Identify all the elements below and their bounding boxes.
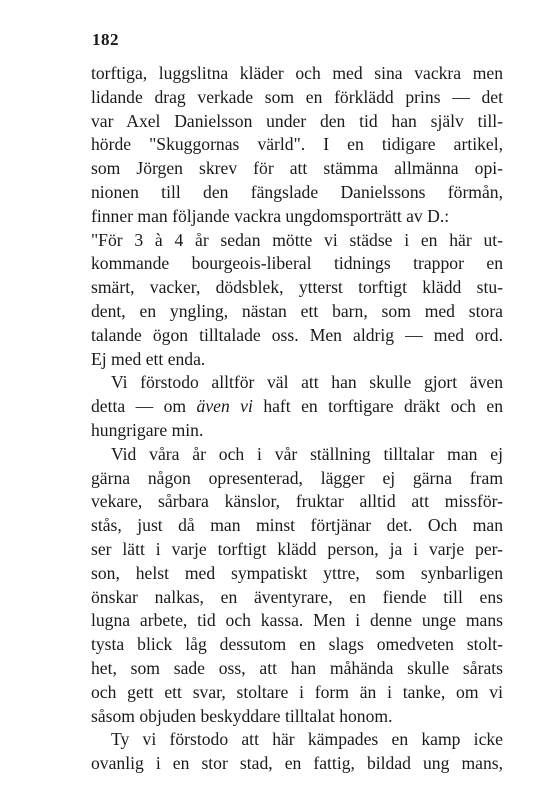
text-line: dent, en yngling, nästan ett barn, som med stora — [91, 300, 503, 321]
text-line: lugna arbete, tid och kassa. Men i denne unge mans — [91, 610, 503, 631]
text-line: hungrigare min. — [91, 419, 204, 440]
text-line: Ej med ett enda. — [91, 348, 206, 369]
text-line: var Axel Danielsson under den tid han själv till- — [91, 110, 503, 131]
text-line: som Jörgen skrev för att stämma allmänna opi- — [91, 158, 503, 179]
text-line: vekare, sårbara känslor, fruktar alltid att missför- — [91, 491, 503, 512]
body-text — [91, 62, 503, 776]
text-line: nionen till den fängslade Danielssons förmån, — [91, 181, 503, 202]
text-line: finner man följande vackra ungdomsporträtt av D.: — [91, 205, 450, 226]
text-line: son, helst med sympatiskt yttre, som synbarligen — [91, 562, 503, 583]
text-run: detta — om — [91, 396, 197, 417]
text-line: "För 3 à 4 år sedan mötte vi städse i en här ut- — [91, 229, 503, 250]
text-line: Vid våra år och i vår ställning tilltalar man ej — [111, 443, 503, 464]
text-line: gärna någon opresenterad, lägger ej gärna fram — [91, 467, 503, 488]
text-line: ovanlig i en stor stad, en fattig, bildad ung mans, — [91, 753, 503, 774]
text-run: haft en torftigare dräkt och en — [252, 396, 504, 417]
text-line: stås, just då man minst förtjänar det. Och man — [91, 515, 503, 536]
text-line: ser lätt i varje torftigt klädd person, ja i varje per- — [91, 538, 503, 559]
text-line: lidande drag verkade som en förklädd prins — det — [91, 86, 503, 107]
emphasized-text: även vi — [196, 396, 253, 417]
text-line: och gett ett svar, stoltare i form än i tanke, om vi — [91, 681, 503, 702]
text-line: smärt, vacker, dödsblek, ytterst torftigt klädd stu- — [91, 277, 503, 298]
text-line-mixed — [91, 395, 503, 419]
text-line: Vi förstodo alltför väl att han skulle gjort även — [111, 372, 503, 393]
page-number: 182 — [92, 30, 119, 49]
text-line: tysta blick låg dessutom en slags omedveten stolt- — [91, 634, 503, 655]
text-line: het, som sade oss, att han måhända skulle sårats — [91, 657, 503, 678]
text-line: hörde "Skuggornas värld". I en tidigare artikel, — [91, 134, 503, 155]
text-line: talande ögon tilltalade oss. Men aldrig — med ord. — [91, 324, 503, 345]
text-line: torftiga, luggslitna kläder och med sina vackra men — [91, 63, 503, 83]
text-line: önskar nalkas, en äventyrare, en fiende till ens — [91, 586, 503, 607]
text-line: Ty vi förstodo att här kämpades en kamp icke — [111, 729, 503, 750]
text-line: såsom objuden beskyddare tilltalat honom. — [91, 705, 393, 726]
text-line: kommande bourgeois-liberal tidnings trappor en — [91, 253, 503, 274]
